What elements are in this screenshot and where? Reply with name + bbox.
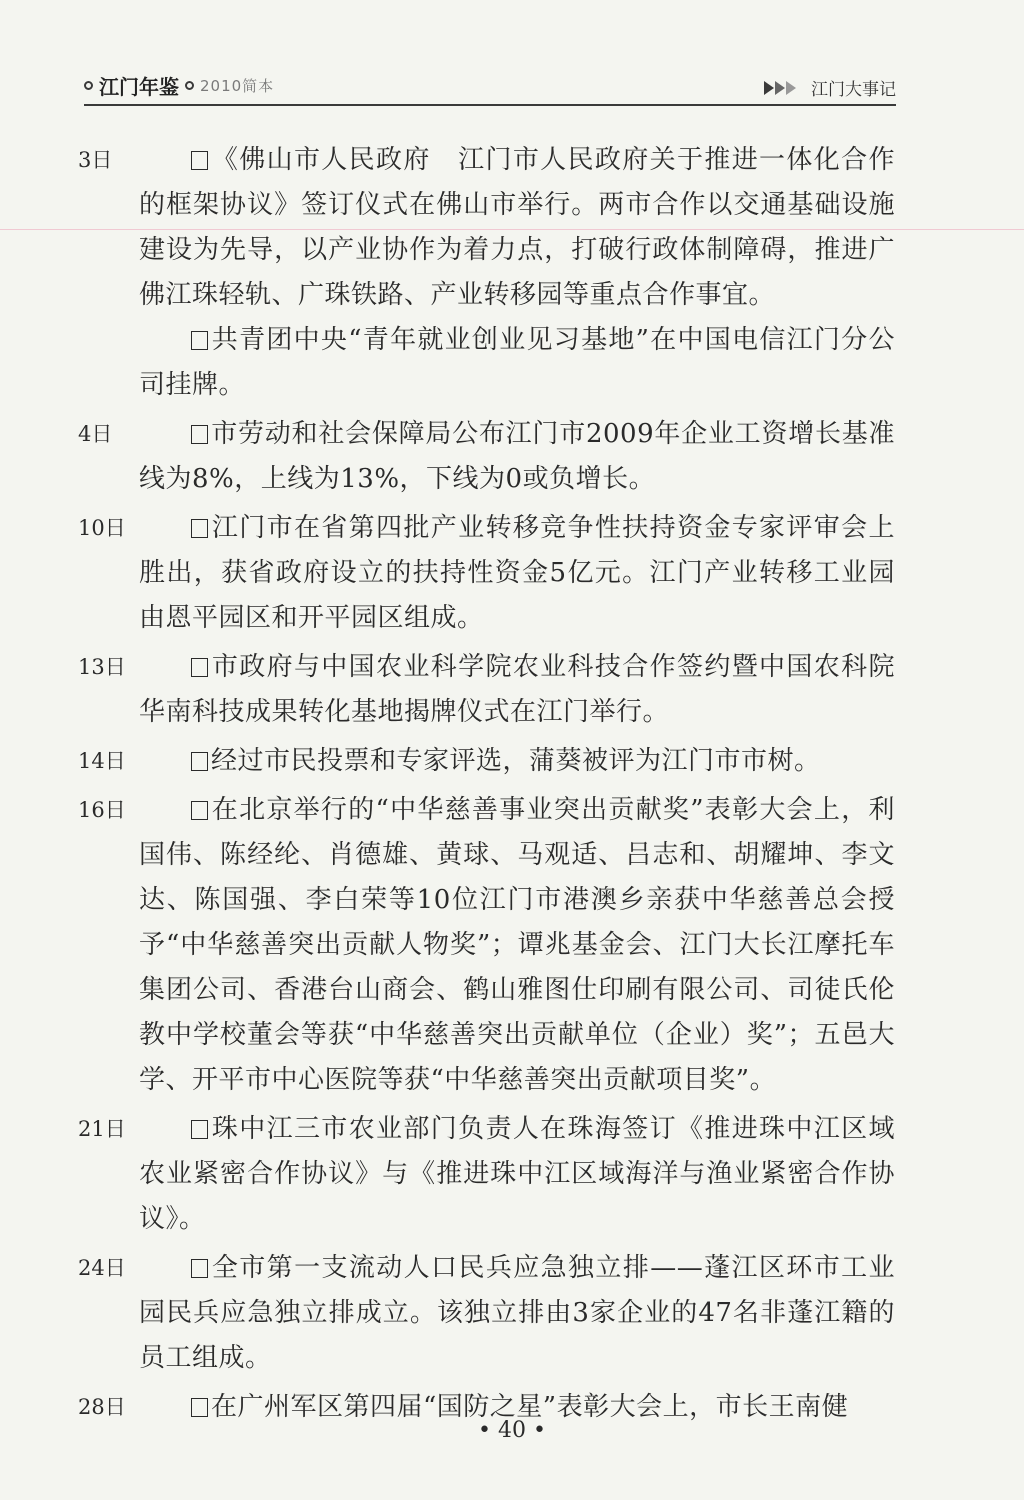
entry-text: 共青团中央“青年就业创业见习基地”在中国电信江门分公司挂牌。 <box>139 325 895 400</box>
header-right <box>764 75 896 100</box>
checkbox-square-icon <box>191 1259 208 1278</box>
entry-paragraph <box>139 506 895 641</box>
entry-date: 21日 <box>78 1117 126 1141</box>
running-header <box>84 70 896 106</box>
circle-bullet-icon <box>84 81 93 90</box>
page-number: • 40 • <box>478 1418 546 1443</box>
entry-paragraph <box>139 318 895 408</box>
entry-text: 全市第一支流动人口民兵应急独立排——蓬江区环市工业园民兵应急独立排成立。该独立排由3家企业的47名非蓬江籍的员工组成。 <box>139 1253 895 1373</box>
entry-paragraph <box>139 412 895 502</box>
chronicle-entry <box>0 739 1024 784</box>
checkbox-square-icon <box>191 519 208 538</box>
chronicle-entry <box>0 1246 1024 1381</box>
checkbox-square-icon <box>191 1120 208 1139</box>
checkbox-square-icon <box>191 801 208 820</box>
chronicle-entries <box>0 138 1024 1434</box>
entry-paragraph <box>139 138 895 318</box>
entry-text: 市劳动和社会保障局公布江门市2009年企业工资增长基准线为8%，上线为13%，下线为0或负增长。 <box>139 419 895 494</box>
chronicle-entry <box>0 412 1024 502</box>
entry-date: 10日 <box>78 516 126 540</box>
entry-text: 在北京举行的“中华慈善事业突出贡献奖”表彰大会上，利国伟、陈经纶、肖德雄、黄球、马观适、吕志和、胡耀坤、李文达、陈国强、李白荣等10位江门市港澳乡亲获中华慈善总会授予“中华慈善突出贡献人物奖”；谭兆基金会、江门大长江摩托车集团公司、香港台山商会、鹤山雅图仕印刷有限公司、司徒氏伦教中学校董会等获“中华慈善突出贡献单位（企业）奖”；五邑大学、开平市中心医院等获“中华慈善突出贡献项目奖”。 <box>139 795 895 1095</box>
chronicle-entry <box>0 788 1024 1103</box>
entry-text: 《佛山市人民政府 江门市人民政府关于推进一体化合作的框架协议》签订仪式在佛山市举行。两市合作以交通基础设施建设为先导，以产业协作为着力点，打破行政体制障碍，推进广佛江珠轻轨、广珠铁路、产业转移园等重点合作事宜。 <box>139 145 895 310</box>
entry-date: 14日 <box>78 749 126 773</box>
checkbox-square-icon <box>191 331 208 350</box>
entry-paragraph <box>139 739 895 784</box>
checkbox-square-icon <box>191 425 208 444</box>
chronicle-entry <box>0 645 1024 735</box>
entry-text: 市政府与中国农业科学院农业科技合作签约暨中国农科院华南科技成果转化基地揭牌仪式在江门举行。 <box>139 652 895 727</box>
chronicle-entry <box>0 138 1024 408</box>
chronicle-entry <box>0 1107 1024 1242</box>
header-left <box>84 71 274 100</box>
entry-text: 经过市民投票和专家评选，蒲葵被评为江门市市树。 <box>211 746 821 776</box>
checkbox-square-icon <box>191 1398 208 1417</box>
entry-date: 28日 <box>78 1395 126 1419</box>
entry-text: 江门市在省第四批产业转移竞争性扶持资金专家评审会上胜出，获省政府设立的扶持性资金5亿元。江门产业转移工业园由恩平园区和开平园区组成。 <box>139 513 895 633</box>
entry-text: 在广州军区第四届“国防之星”表彰大会上，市长王南健 <box>211 1392 849 1422</box>
entry-date: 4日 <box>78 422 113 446</box>
entry-date: 13日 <box>78 655 126 679</box>
entry-paragraph <box>139 788 895 1103</box>
circle-bullet-icon <box>185 81 194 90</box>
entry-paragraph <box>139 1246 895 1381</box>
triple-arrow-icon <box>764 81 797 95</box>
entry-date: 3日 <box>78 148 113 172</box>
entry-date: 16日 <box>78 798 126 822</box>
edition-label: 2010简本 <box>200 77 275 95</box>
entry-date: 24日 <box>78 1256 126 1280</box>
checkbox-square-icon <box>191 151 208 170</box>
section-title: 江门大事记 <box>811 80 896 100</box>
entry-paragraph <box>139 1107 895 1242</box>
book-title: 江门年鉴 <box>99 75 179 99</box>
chronicle-entry <box>0 506 1024 641</box>
checkbox-square-icon <box>191 658 208 677</box>
entry-text: 珠中江三市农业部门负责人在珠海签订《推进珠中江区域农业紧密合作协议》与《推进珠中江区域海洋与渔业紧密合作协议》。 <box>139 1114 895 1234</box>
checkbox-square-icon <box>191 752 208 771</box>
entry-paragraph <box>139 645 895 735</box>
